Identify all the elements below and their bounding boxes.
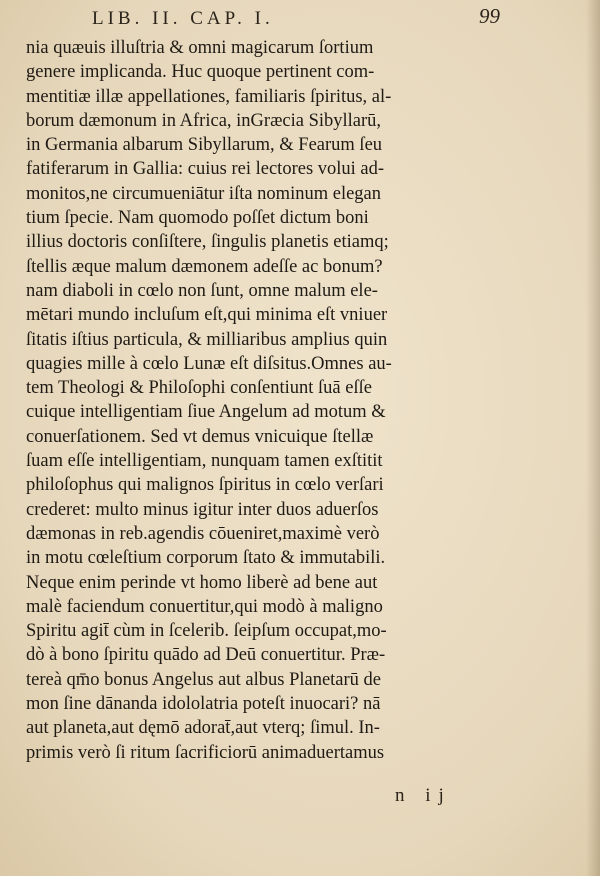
- text-line: Spiritu agit̄ cùm in ſcelerib. ſeipſum occupat,mo-: [26, 621, 387, 642]
- text-line: ſuam eſſe intelligentiam, nunquam tamen exſtitit: [26, 451, 383, 472]
- page-edge-shadow: [586, 0, 600, 876]
- text-line: in Germania albarum Sibyllarum, & Fearum ſeu: [26, 135, 383, 156]
- text-line: ſtellis æque malum dæmonem adeſſe ac bonum?: [26, 256, 383, 277]
- text-line: genere implicanda. Huc quoque pertinent com-: [26, 62, 375, 83]
- text-line: ſitatis iſtius particula, & milliaribus amplius quin: [26, 329, 388, 350]
- page-header: [92, 4, 500, 30]
- text-line: malè faciendum conuertitur,qui modò à maligno: [26, 596, 383, 617]
- text-line: tem Theologi & Philoſophi conſentiunt ſuā eſſe: [26, 378, 372, 399]
- page-number: 99: [479, 4, 500, 28]
- text-line: mon ſine dānanda idololatria poteſt inuocari? nā: [26, 694, 381, 715]
- text-line: Neque enim perinde vt homo liberè ad bene aut: [26, 572, 378, 593]
- text-line: dæmonas in reb.agendis cōueniret,maximè verò: [26, 523, 380, 544]
- text-line: dò à bono ſpiritu quādo ad Deū conuertitur. Præ-: [26, 645, 386, 666]
- text-line: crederet: multo minus igitur inter duos aduerſos: [26, 499, 379, 520]
- text-line: borum dæmonum in Africa, inGræcia Sibyllarū,: [26, 110, 382, 131]
- text-line: mentitiæ illæ appellationes, familiaris ſpiritus, al-: [26, 86, 392, 107]
- text-line: primis verò ſi ritum ſacrificiorū animaduertamus: [26, 742, 385, 763]
- text-line: conuerſationem. Sed vt demus vnicuique ſtellæ: [26, 426, 374, 447]
- text-line: monitos,ne circumueniātur iſta nominum elegan: [26, 183, 382, 204]
- text-line: tereà qm̄o bonus Angelus aut albus Planetarū de: [26, 669, 382, 690]
- text-line: in motu cœleſtium corporum ſtato & immutabili.: [26, 548, 386, 569]
- text-line: quagies mille à cœlo Lunæ eſt diſsitus.Omnes au-: [26, 353, 392, 374]
- text-line: mētari mundo incluſum eſt,qui minima eſt vniuer: [26, 305, 388, 326]
- text-line: illius doctoris conſiſtere, ſingulis planetis etiamq;: [26, 232, 389, 253]
- signature-mark: n ij: [395, 785, 452, 806]
- text-line: philoſophus qui malignos ſpiritus in cœlo verſari: [26, 475, 384, 496]
- text-line: tium ſpecie. Nam quomodo poſſet dictum boni: [26, 208, 369, 229]
- running-head: LIB. II. CAP. I.: [92, 8, 274, 29]
- body-text: [26, 36, 496, 765]
- text-line: cuique intelligentiam ſiue Angelum ad motum &: [26, 402, 386, 423]
- text-line: nia quæuis illuſtria & omni magicarum ſortium: [26, 38, 374, 58]
- text-line: nam diaboli in cœlo non ſunt, omne malum ele-: [26, 280, 378, 301]
- text-line: fatiferarum in Gallia: cuius rei lectores volui ad-: [26, 159, 385, 180]
- text-line: aut planeta,aut dęmō adorat̄,aut vterq; ſimul. In-: [26, 718, 380, 739]
